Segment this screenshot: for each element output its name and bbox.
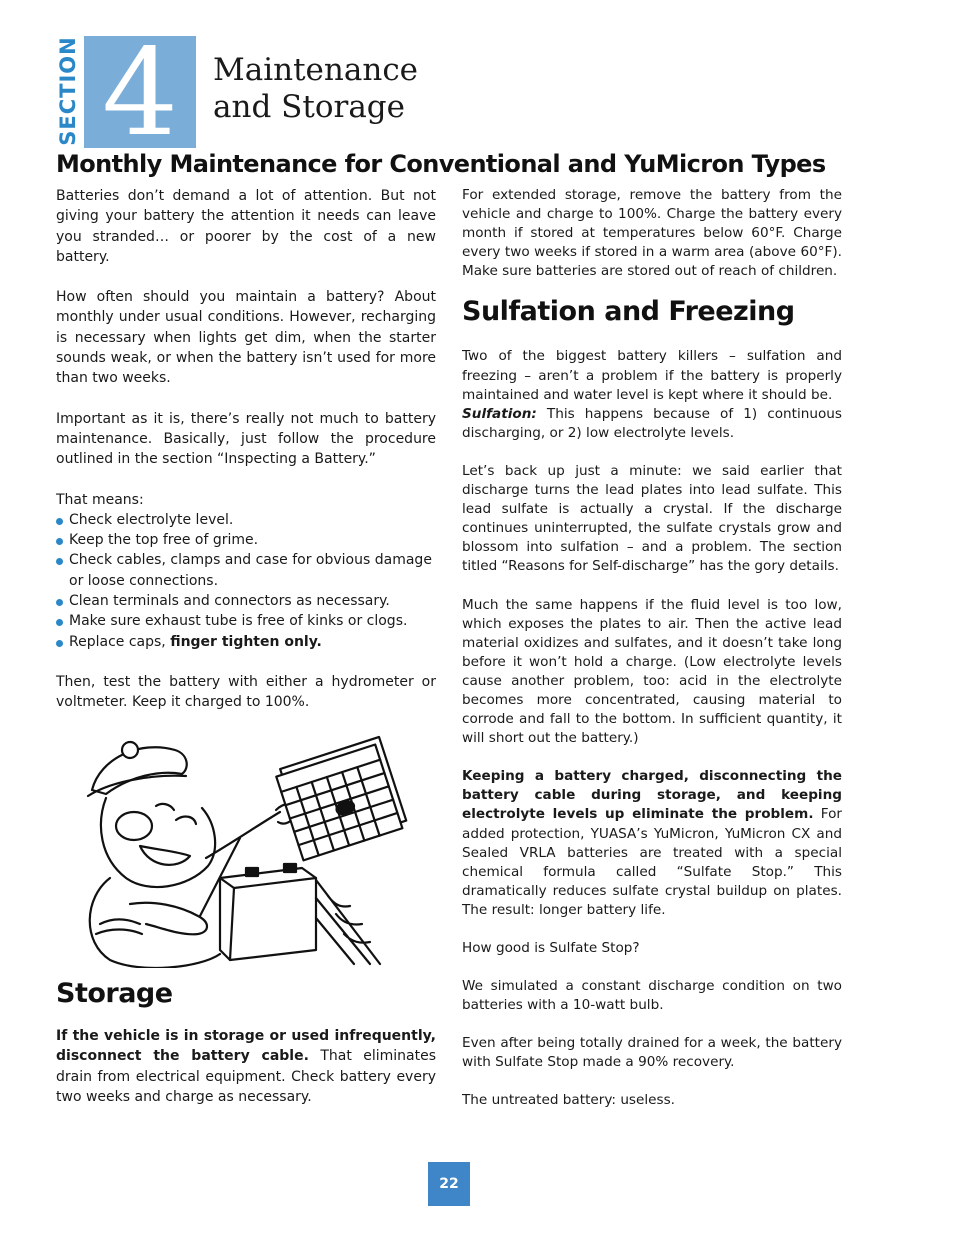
page-title-line-2: and Storage [213,89,405,125]
paragraph: Batteries don’t demand a lot of attention. But not giving your battery the attention it needs can leave you stranded… or poorer by the cost of a new battery. [56,188,436,265]
page-title [213,52,418,126]
paragraph: Then, test the battery with either a hydrometer or voltmeter. Keep it charged to 100%. [56,673,436,711]
section-word: SECTION [56,36,80,146]
section-label [56,36,80,146]
list-item-text: Clean terminals and connectors as necessary. [69,593,390,610]
paragraph [56,1026,436,1107]
list-item-text: Check electrolyte level. [69,511,234,528]
sulfation-heading: Sulfation and Freezing [462,296,795,328]
list-item-text: Keep the top free of grime. [69,532,259,549]
bullet-icon [56,599,63,606]
sulfation-detail: For added protection, YUASA’s YuMicron, YuMicron CX and Sealed VRLA batteries are treated with a special chemical formula called “Sulfate Stop.” This dramatically reduces sulfate crystal buildup on plates. The result: longer battery life. [462,806,842,918]
section-number: 4 [101,24,179,163]
sulfation-text: This happens because of 1) continuous discharging, or 2) low electrolyte levels. [462,405,842,441]
page-title-line-1: Maintenance [213,52,419,88]
list-item-text: Check cables, clamps and case for obvious damage or loose connections. [69,552,432,589]
left-column [56,186,436,713]
list-item-text: Replace caps, [69,633,171,650]
list-item [56,530,436,550]
paragraph: We simulated a constant discharge condition on two batteries with a 10-watt bulb. [462,978,842,1014]
section-number-box [84,24,196,163]
mascot-illustration [70,728,410,968]
bullet-icon [56,640,63,647]
right-column [462,186,842,1111]
list-item [56,591,436,611]
paragraph: Even after being totally drained for a week, the battery with Sulfate Stop made a 90% recovery. [462,1035,842,1071]
bullet-icon [56,538,63,545]
paragraph: Important as it is, there’s really not much to battery maintenance. Basically, just follow the procedure outlined in the section “Inspecting a Battery.” [56,410,436,468]
list-item [56,611,436,631]
bullet-icon [56,558,63,565]
paragraph [462,405,842,443]
sulfation-label: Sulfation: [462,405,537,422]
paragraph: For extended storage, remove the battery from the vehicle and charge to 100%. Charge the battery every month if stored at temperatures below 60°F. Charge every two weeks if stored in a warm area (above 60°F). Make sure batteries are stored out of reach of children. [462,187,842,280]
list-item-emphasis: finger tighten only. [170,633,322,650]
page-number: 22 [428,1162,470,1206]
paragraph: Two of the biggest battery killers – sulfation and freezing – aren’t a problem if the battery is properly maintained and water level is kept where it should be. [462,348,842,403]
paragraph: How often should you maintain a battery? About monthly under usual conditions. However, recharging is necessary when lights get dim, when the starter sounds weak, or when the battery isn’t used for more than two weeks. [56,289,436,387]
list-intro: That means: [56,491,144,508]
list-item-text: Make sure exhaust tube is free of kinks or clogs. [69,613,408,630]
maintenance-checklist [56,510,436,652]
paragraph: The untreated battery: useless. [462,1092,676,1109]
paragraph: Much the same happens if the fluid level is too low, which exposes the plates to air. Then the active lead material oxidizes and sulfates, and it doesn’t take long before it won’t hold a charge. (Low electrolyte levels cause another problem, too: acid in the electrolyte becomes more concentrated, causing material to corrode and fall to the bottom. In sufficient quantity, it will short out the battery.) [462,596,842,747]
paragraph: How good is Sulfate Stop? [462,940,640,956]
storage-emphasis: If the vehicle is in storage or used infrequently, disconnect the battery cable. [56,1028,436,1065]
paragraph: Let’s back up just a minute: we said earlier that discharge turns the lead plates into lead sulfate. This lead sulfate is actually a crystal. If the discharge continues uninterrupted, the sulfate crystals grow and blossom into sulfation – and a problem. The section titled “Reasons for Self-discharge” has the gory details. [462,462,842,575]
sulfation-emphasis: Keeping a battery charged, disconnecting the battery cable during storage, and keeping electrolyte levels up eliminate the problem. [462,768,842,823]
storage-heading: Storage [56,978,173,1009]
bullet-icon [56,619,63,626]
storage-text: That eliminates drain from electrical equipment. Check battery every two weeks and charge as necessary. [56,1048,436,1105]
list-item [56,632,436,652]
storage-section [56,976,436,1107]
bullet-icon [56,518,63,525]
paragraph [462,767,842,920]
list-item [56,510,436,530]
monthly-maintenance-heading: Monthly Maintenance for Conventional and YuMicron Types [56,150,826,178]
list-item [56,550,436,591]
